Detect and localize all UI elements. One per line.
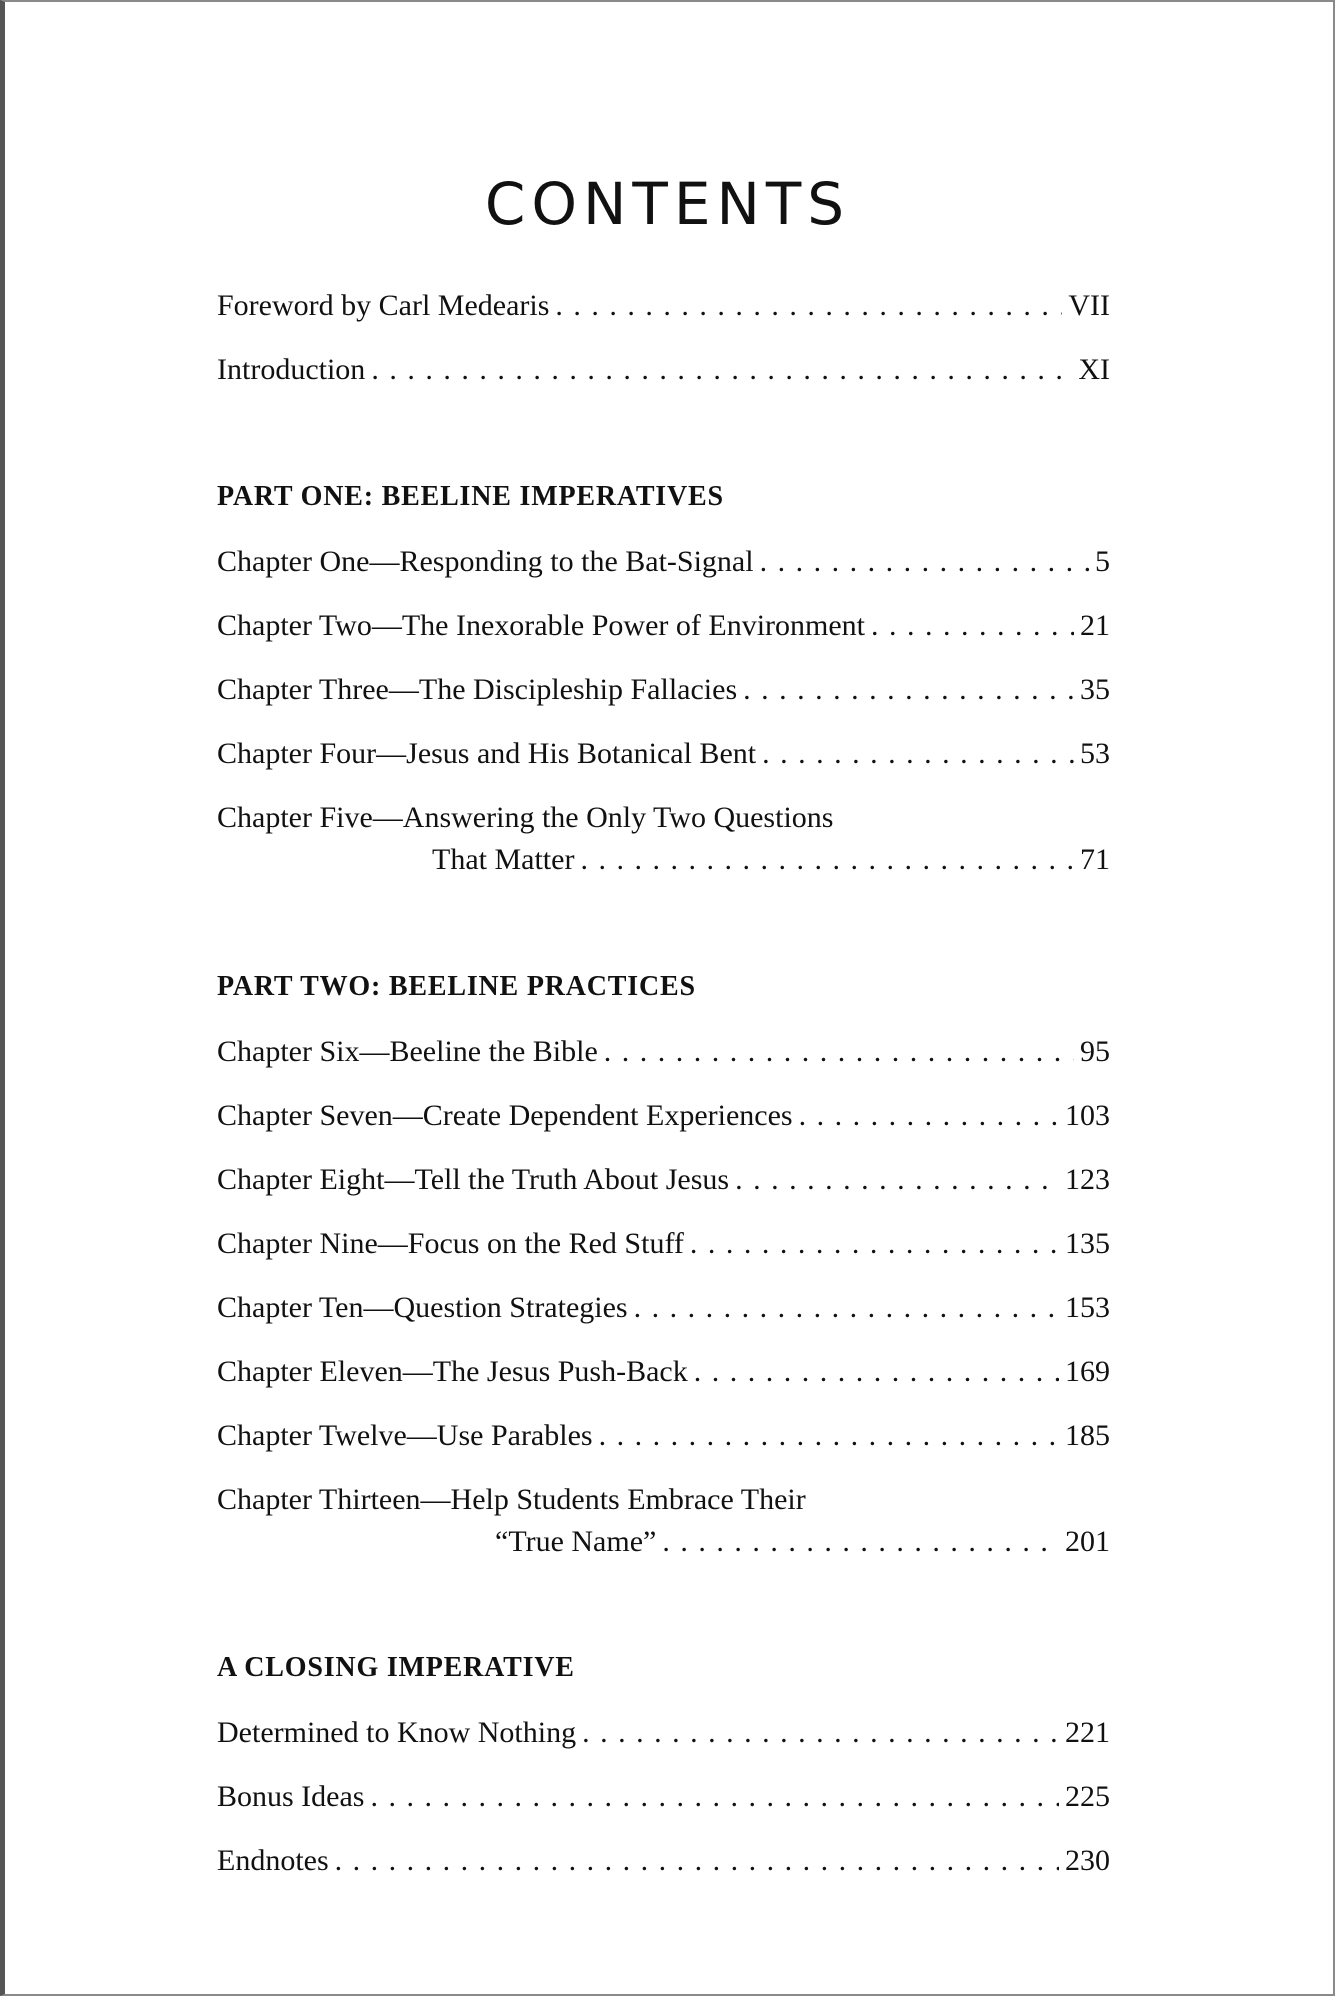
toc-entry-chapter-ten[interactable] [217,1288,1110,1328]
toc-entry-foreword[interactable] [217,286,1110,326]
dot-leader [760,542,1089,582]
toc-entry-label: Chapter Twelve—Use Parables [217,1419,593,1452]
toc-entry-label: Chapter Ten—Question Strategies [217,1291,628,1324]
toc-entry-page: 185 [1065,1419,1110,1452]
dot-leader [743,670,1074,710]
toc-entry-page: 5 [1095,545,1110,578]
toc-entry-page: 95 [1080,1035,1110,1068]
toc-entry-chapter-twelve[interactable] [217,1416,1110,1456]
toc-entry-endnotes[interactable] [217,1841,1110,1881]
dot-leader [735,1160,1059,1200]
toc-entry-label: Chapter Eight—Tell the Truth About Jesus [217,1163,730,1196]
toc-entry-chapter-thirteen[interactable] [217,1522,1110,1562]
toc-entry-chapter-five[interactable] [217,840,1110,880]
toc-entry-page: 135 [1065,1227,1110,1260]
toc-entry-label: Chapter Nine—Focus on the Red Stuff [217,1227,684,1260]
toc-entry-chapter-one[interactable] [217,542,1110,582]
toc-entry-chapter-nine[interactable] [217,1224,1110,1264]
toc-entry-label: Chapter Six—Beeline the Bible [217,1035,598,1068]
toc-entry-label: Chapter One—Responding to the Bat-Signal [217,545,754,578]
dot-leader [871,606,1074,646]
toc-entry-label: Chapter Seven—Create Dependent Experiences [217,1099,793,1132]
dot-leader [555,286,1062,326]
toc-entry-page: XI [1078,353,1110,386]
toc-entry-bonus-ideas[interactable] [217,1777,1110,1817]
toc-entry-page: 169 [1065,1355,1110,1388]
toc-entry-label: “True Name” [495,1525,657,1558]
dot-leader [762,734,1074,774]
toc-entry-page: 221 [1065,1716,1110,1749]
dot-leader [604,1032,1074,1072]
dot-leader [370,1777,1059,1817]
toc-entry-chapter-two[interactable] [217,606,1110,646]
toc-entry-page: 225 [1065,1780,1110,1813]
toc-entry-page: 230 [1065,1844,1110,1877]
toc-entry-page: 53 [1080,737,1110,770]
toc-entry-page: 71 [1080,843,1110,876]
toc-entry-page: 35 [1080,673,1110,706]
toc-entry-chapter-eight[interactable] [217,1160,1110,1200]
toc-entry-page: 103 [1065,1099,1110,1132]
dot-leader [662,1522,1059,1562]
dot-leader [690,1224,1059,1264]
toc-entry-determined[interactable] [217,1713,1110,1753]
toc-entry-label: Determined to Know Nothing [217,1716,577,1749]
dot-leader [694,1352,1059,1392]
dot-leader [580,840,1074,880]
toc-entry-chapter-five-line-one[interactable]: Chapter Five—Answering the Only Two Questions [217,801,834,834]
toc-entry-chapter-thirteen-line-one[interactable]: Chapter Thirteen—Help Students Embrace Their [217,1483,806,1516]
toc-entry-label: Chapter Two—The Inexorable Power of Environment [217,609,866,642]
toc-entry-label: Chapter Three—The Discipleship Fallacies [217,673,738,706]
dot-leader [634,1288,1059,1328]
toc-entry-chapter-six[interactable] [217,1032,1110,1072]
dot-leader [371,350,1072,390]
dot-leader [335,1841,1059,1881]
part-two-heading: PART TWO: BEELINE PRACTICES [217,971,696,1002]
toc-entry-introduction[interactable] [217,350,1110,390]
toc-entry-label: Chapter Eleven—The Jesus Push-Back [217,1355,688,1388]
toc-entry-label: Foreword by Carl Medearis [217,289,550,322]
dot-leader [582,1713,1059,1753]
toc-entry-chapter-four[interactable] [217,734,1110,774]
toc-entry-label: Bonus Ideas [217,1780,365,1813]
toc-entry-chapter-eleven[interactable] [217,1352,1110,1392]
dot-leader [599,1416,1059,1456]
toc-entry-label: Chapter Four—Jesus and His Botanical Bent [217,737,757,770]
part-one-heading: PART ONE: BEELINE IMPERATIVES [217,481,724,512]
dot-leader [799,1096,1059,1136]
toc-entry-page: 201 [1065,1525,1110,1558]
toc-entry-page: VII [1068,289,1110,322]
toc-entry-label: Endnotes [217,1844,329,1877]
toc-entry-label: That Matter [432,843,575,876]
toc-entry-chapter-three[interactable] [217,670,1110,710]
toc-entry-page: 123 [1065,1163,1110,1196]
page-title: CONTENTS [484,170,851,238]
toc-entry-chapter-seven[interactable] [217,1096,1110,1136]
closing-heading: A CLOSING IMPERATIVE [217,1652,575,1683]
toc-entry-page: 21 [1080,609,1110,642]
toc-entry-page: 153 [1065,1291,1110,1324]
toc-entry-label: Introduction [217,353,366,386]
